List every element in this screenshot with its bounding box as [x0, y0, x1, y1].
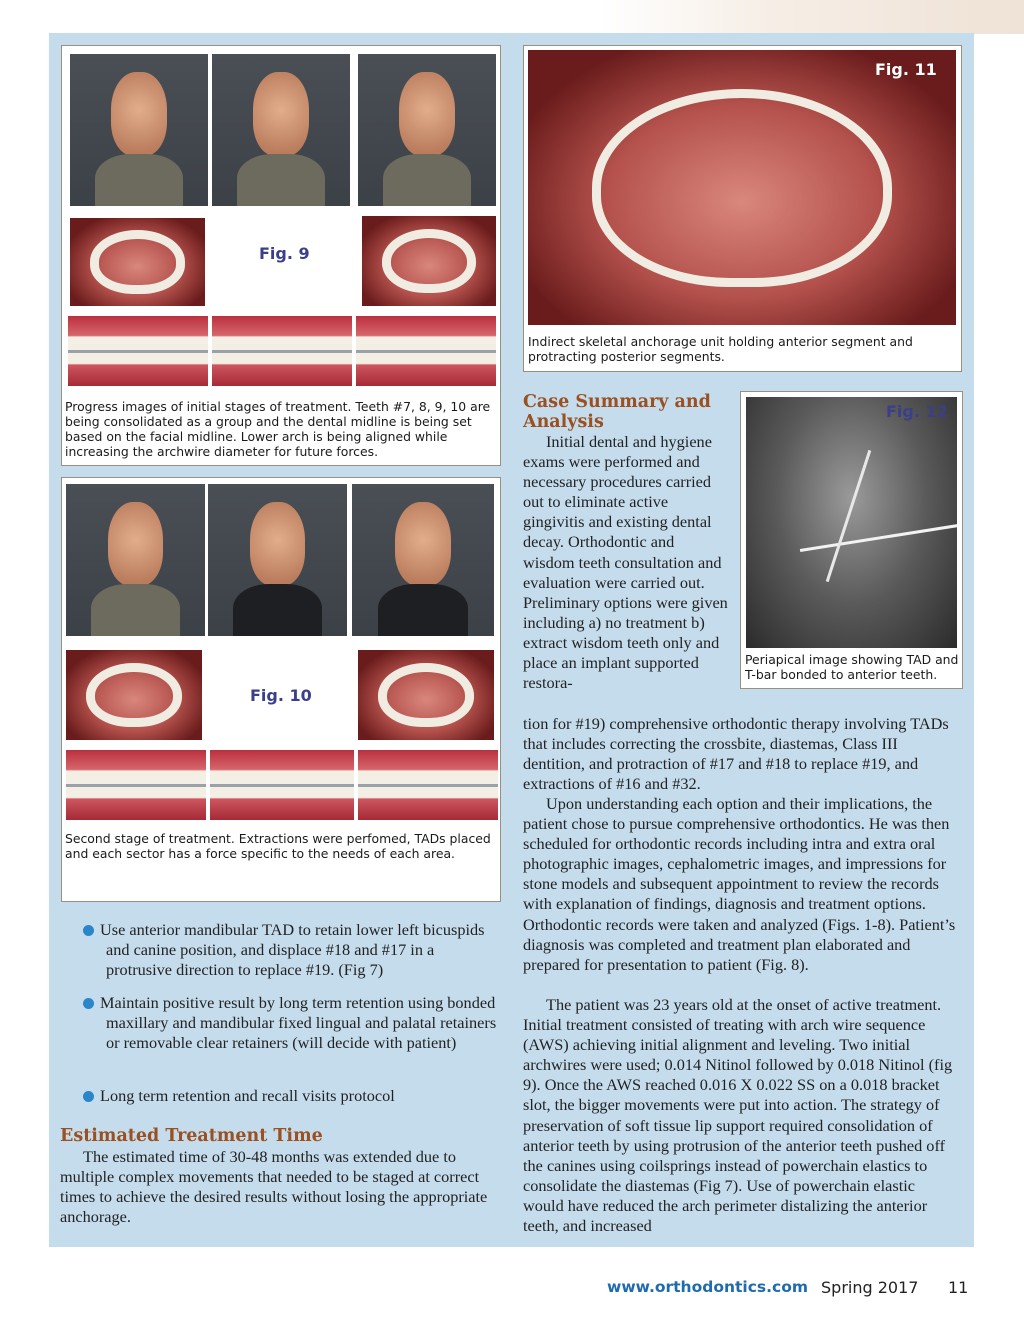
fig10-photo-left-buccal [358, 750, 498, 820]
bullet-item [83, 993, 498, 1053]
fig11-photo-palate [528, 50, 956, 325]
bullet-text: Maintain positive result by long term retention using bonded maxillary and mandibular fixed lingual and palatal retainers or removable clear retainers (will decide with patient) [100, 993, 497, 1053]
fig10-photo-smile [352, 484, 494, 636]
bullet-dot-icon [83, 925, 94, 936]
fig9-photo-profile [70, 54, 208, 206]
bullet-text: Long term retention and recall visits protocol [100, 1086, 395, 1105]
fig10-photo-upper-arch [66, 650, 202, 740]
fig11-label: Fig. 11 [875, 60, 937, 79]
fig11-box [523, 45, 962, 372]
fig10-label: Fig. 10 [250, 686, 312, 705]
estimated-heading: Estimated Treatment Time [60, 1126, 323, 1146]
bullet-dot-icon [83, 1091, 94, 1102]
bullet-item [83, 1086, 498, 1106]
bullet-text: Use anterior mandibular TAD to retain lower left bicuspids and canine position, and displace #18 and #17 in a protrusive direction to replace #19. (Fig 7) [100, 920, 485, 980]
fig11-caption: Indirect skeletal anchorage unit holding anterior segment and protracting posterior segments. [528, 334, 913, 364]
fig9-label: Fig. 9 [259, 244, 310, 263]
case-heading-line2: Analysis [523, 412, 604, 432]
fig10-caption: Second stage of treatment. Extractions were perfomed, TADs placed and each sector has a force specific to the needs of each area. [65, 831, 491, 861]
fig12-caption: Periapical image showing TAD and T-bar bonded to anterior teeth. [745, 652, 959, 682]
fig10-photo-lower-arch [358, 650, 494, 740]
fig10-photo-frontal-occlusion [210, 750, 354, 820]
fig10-photo-profile [66, 484, 205, 636]
fig12-label: Fig. 12 [886, 402, 948, 421]
footer-issue: Spring 2017 [821, 1278, 919, 1297]
fig9-photo-upper-arch [70, 218, 205, 306]
fig10-photo-right-buccal [66, 750, 206, 820]
fig9-photo-lower-arch [362, 216, 496, 306]
bullet-item [83, 920, 498, 980]
fig9-photo-left-buccal [356, 316, 496, 386]
fig10-box [61, 477, 501, 902]
header-decoration [600, 0, 1024, 34]
case-heading-line1: Case Summary and [523, 392, 711, 412]
estimated-text: The estimated time of 30-48 months was extended due to multiple complex movements that needed to be staged at correct times to achieve the desired results without losing the appropriate anchorage. [60, 1147, 488, 1227]
case-para3: The patient was 23 years old at the onset of active treatment. Initial treatment consisted of treating with arch wire sequence (AWS) achieving initial alignment and leveling. Two initial archwires were used; 0.014 Nitinol followed by 0.018 Nitinol (fig 9). Once the AWS reached 0.016 X 0.022 SS on a 0.018 bracket slot, the bigger movements were put into action. The strategy of preservation of soft tissue lip support required consolidation of anterior teeth by using protrusion of the anterior teeth pushed off the canines using coilsprings instead of powerchain elastics to consolidate the diastemas (Fig 7). Use of powerchain elastic would have reduced the arch perimeter distalizing the anterior teeth, and increased [523, 995, 953, 1236]
fig9-photo-smile [358, 54, 496, 206]
fig9-box [61, 45, 501, 466]
fig9-caption: Progress images of initial stages of treatment. Teeth #7, 8, 9, 10 are being consolidated as a group and the dental midline is being set based on the facial midline. Lower arch is being aligned while increasing the archwire diameter for future forces. [65, 399, 491, 459]
fig9-photo-frontal-occlusion [212, 316, 352, 386]
fig12-photo-periapical [746, 397, 957, 648]
case-para1-wide: tion for #19) comprehensive orthodontic therapy involving TADs that includes correcting the crossbite, diastemas, Class III dentition, and protraction of #17 and #18 to replace #19, and extractions of #16 and #32. [523, 714, 949, 794]
bullet-dot-icon [83, 998, 94, 1009]
case-para2: Upon understanding each option and their implications, the patient chose to pursue comprehensive orthodontics. He was then scheduled for orthodontic records including intra and extra oral photographic images, cephalometric images, and impressions for stone models and subsequent appointment to review the records with explanation of findings, diagnosis and treatment options. Orthodontic records were taken and analyzed (Figs. 1-8). Patient’s diagnosis was completed and treatment plan elaborated and prepared for presentation to patient (Fig. 8). [523, 794, 956, 974]
fig9-photo-frontal [212, 54, 350, 206]
fig12-box [740, 391, 963, 689]
case-para1-narrow: Initial dental and hygiene exams were performed and necessary procedures carried out to eliminate active gingivitis and existing dental decay. Orthodontic and wisdom teeth consultation and evaluation were carried out. Preliminary options were given including a) no treatment b) extract wisdom teeth only and place an implant supported restora- [523, 432, 728, 693]
footer-page-number: 11 [948, 1278, 969, 1297]
fig9-photo-right-buccal [68, 316, 208, 386]
fig10-photo-frontal [208, 484, 347, 636]
footer-url[interactable]: www.orthodontics.com [607, 1278, 809, 1296]
